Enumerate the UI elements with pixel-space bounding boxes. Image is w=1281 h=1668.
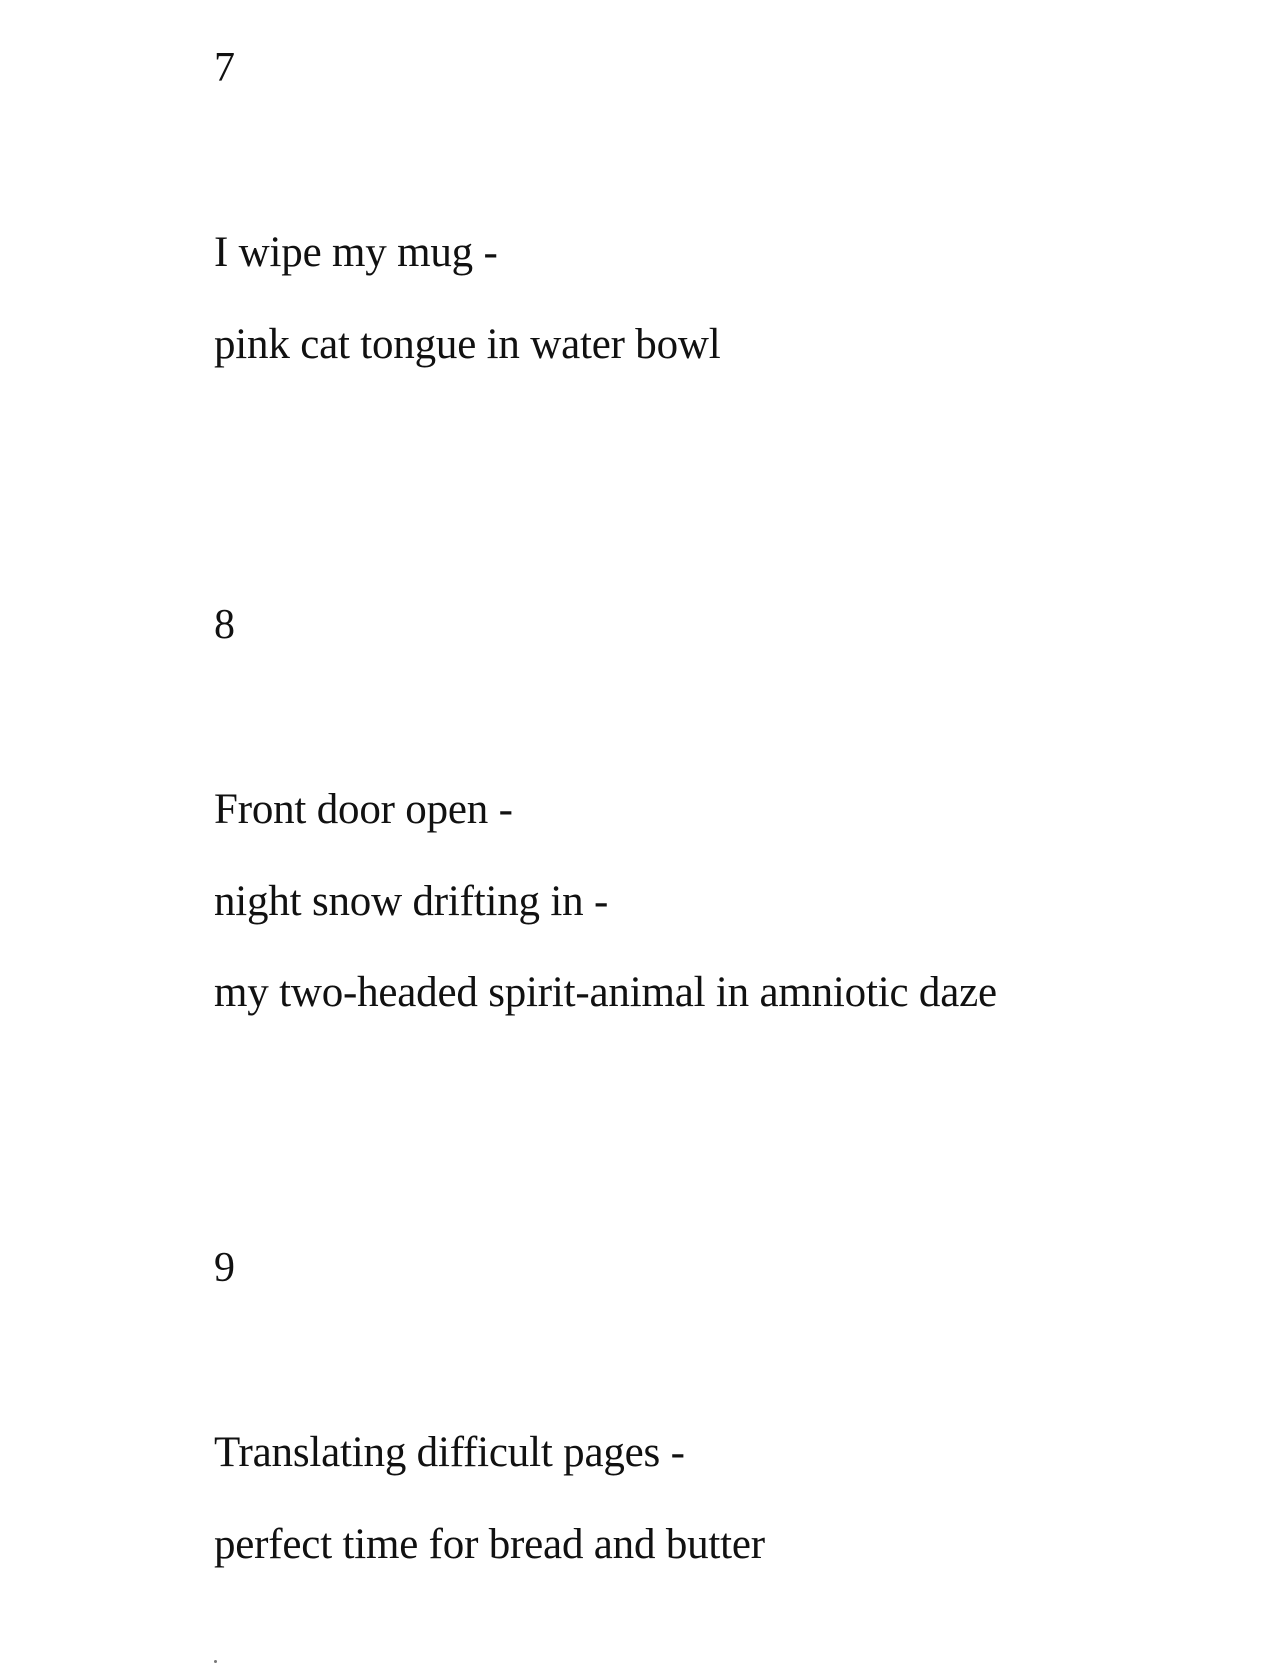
poem-line: pink cat tongue in water bowl: [214, 321, 721, 368]
scan-speck: [214, 1660, 217, 1663]
poem-line: I wipe my mug -: [214, 229, 498, 276]
poem-number: 9: [214, 1245, 235, 1291]
poem-number: 8: [214, 602, 235, 648]
poem-line: Front door open -: [214, 786, 513, 833]
poem-line: perfect time for bread and butter: [214, 1521, 765, 1568]
poem-line: Translating difficult pages -: [214, 1429, 685, 1476]
poem-line: my two-headed spirit-animal in amniotic daze: [214, 969, 997, 1016]
poem-line: night snow drifting in -: [214, 878, 609, 925]
poem-number: 7: [214, 45, 235, 91]
